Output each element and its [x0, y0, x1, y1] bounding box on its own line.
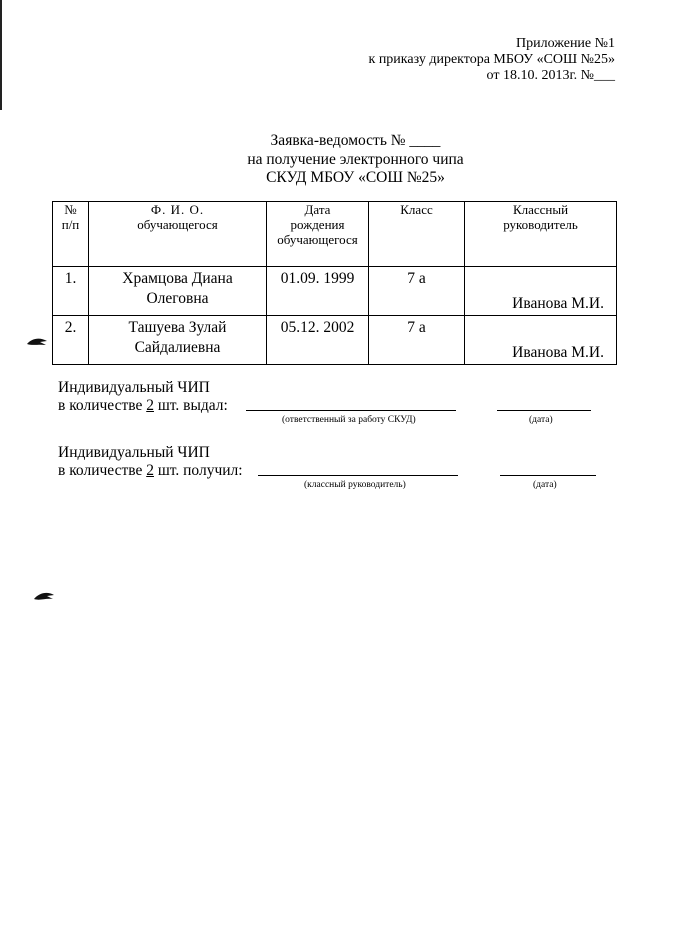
- received-line: [58, 461, 243, 480]
- issued-title: Индивидуальный ЧИП: [58, 379, 210, 396]
- received-signature-line: [258, 475, 458, 476]
- header-num: № п/п: [53, 202, 89, 267]
- row-student-name: Храмцова Диана Олеговна: [89, 267, 267, 316]
- scan-mark-icon: [26, 336, 48, 348]
- header-name: Ф. И. О. обучающегося: [89, 202, 267, 267]
- row-num: 2.: [53, 316, 89, 365]
- received-prefix: в количестве: [58, 462, 143, 479]
- received-date-line: [500, 475, 596, 476]
- issued-suffix: шт. выдал:: [157, 397, 228, 414]
- appendix-block: [369, 36, 615, 84]
- header-birth-date: Дата рождения обучающегося: [267, 202, 369, 267]
- appendix-line-3: от 18.10. 2013г. №___: [486, 68, 615, 83]
- row-teacher: Иванова М.И.: [465, 267, 617, 316]
- scan-edge-mark: [0, 0, 2, 110]
- row-num: 1.: [53, 267, 89, 316]
- students-table: [52, 201, 617, 365]
- issued-count: 2: [146, 397, 154, 414]
- row-teacher: Иванова М.И.: [465, 316, 617, 365]
- table-header-row: [53, 202, 617, 267]
- issued-line: [58, 396, 228, 415]
- appendix-line-1: Приложение №1: [516, 36, 615, 51]
- appendix-line-2: к приказу директора МБОУ «СОШ №25»: [368, 52, 615, 67]
- received-suffix: шт. получил:: [157, 462, 243, 479]
- issued-date-line: [497, 410, 591, 411]
- issued-caption-person: (ответственный за работу СКУД): [282, 415, 416, 425]
- row-student-name: Ташуева Зулай Сайдалиевна: [89, 316, 267, 365]
- document-title: [0, 132, 681, 188]
- received-caption-person: (классный руководитель): [304, 480, 406, 490]
- received-title: Индивидуальный ЧИП: [58, 444, 210, 461]
- title-line-1: Заявка-ведомость № ____: [270, 132, 441, 149]
- received-caption-date: (дата): [533, 480, 557, 490]
- issued-caption-date: (дата): [529, 415, 553, 425]
- issued-signature-line: [246, 410, 456, 411]
- header-class: Класс: [369, 202, 465, 267]
- scan-mark-icon: [33, 590, 55, 602]
- row-birth-date: 05.12. 2002: [267, 316, 369, 365]
- row-birth-date: 01.09. 1999: [267, 267, 369, 316]
- received-count: 2: [146, 462, 154, 479]
- issued-prefix: в количестве: [58, 397, 143, 414]
- title-line-3: СКУД МБОУ «СОШ №25»: [266, 169, 445, 186]
- title-line-2: на получение электронного чипа: [247, 150, 464, 168]
- row-class: 7 а: [369, 316, 465, 365]
- row-class: 7 а: [369, 267, 465, 316]
- table-row: [53, 267, 617, 316]
- table-row: [53, 316, 617, 365]
- header-teacher: Классный руководитель: [465, 202, 617, 267]
